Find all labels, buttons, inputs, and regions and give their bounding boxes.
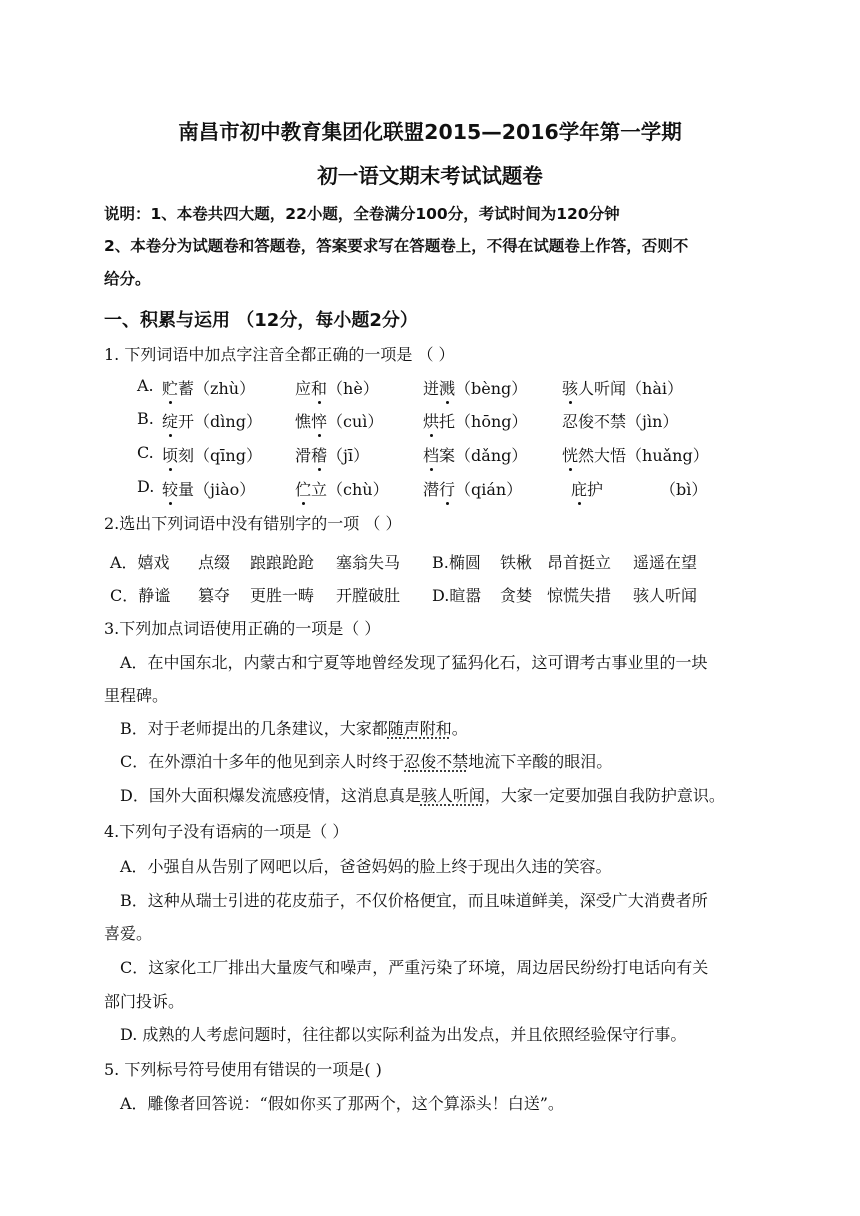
option-word: 惊慌失措 [547, 586, 612, 605]
word-text: 迸 [423, 379, 440, 398]
option-word: 更胜一畴 [250, 586, 315, 605]
question-4-option-d: D. 成熟的人考虑问题时，往往都以实际利益为出发点，并且依照经验保守行事。 [120, 1025, 687, 1044]
question-1-option-a [0, 376, 860, 398]
word-text: 憔 [295, 412, 312, 431]
pinyin-text: （jī） [327, 446, 370, 465]
dotted-char: 恍 [562, 443, 578, 466]
pinyin-text: （hōng） [455, 412, 528, 431]
word-text: 滑 [295, 446, 312, 465]
pinyin-text: （bì） [660, 480, 708, 499]
question-3-option-a-cont: 里程碑。 [104, 686, 169, 705]
dotted-char: 档 [423, 443, 439, 466]
question-4-option-c-cont: 部门投诉。 [104, 992, 185, 1011]
pinyin-text: （jiào） [194, 480, 256, 499]
pinyin-text: （qīng） [194, 446, 262, 465]
question-1-option-d [0, 477, 860, 499]
dotted-char: 烘 [423, 409, 439, 432]
question-2-stem: 2.选出下列词语中没有错别字的一项 （ ） [104, 514, 402, 533]
question-3-option-d [120, 783, 725, 806]
question-1-stem: 1. 下列词语中加点字注音全都正确的一项是 （ ） [104, 345, 455, 364]
pinyin-text: （bèng） [455, 379, 528, 398]
option-text: C．在外漂泊十多年的他见到亲人时终于 [120, 752, 405, 771]
option-word: 遥遥在望 [633, 553, 698, 572]
dotted-char: 顷 [162, 443, 178, 466]
word-text: 忍 [562, 412, 579, 431]
word-text: 刻 [178, 446, 195, 465]
option-text: 。 [451, 719, 468, 738]
option-word: A．嬉戏 [110, 553, 170, 572]
option-word: B.椭圆 [432, 553, 481, 572]
option-word: 贪婪 [500, 586, 533, 605]
dotted-phrase: 随声附和 [387, 719, 452, 738]
word-text: 立 [311, 480, 328, 499]
pinyin-text: （dǎng） [455, 446, 528, 465]
pinyin-text: （cuì） [327, 412, 384, 431]
dotted-phrase: 骇人听闻 [420, 786, 485, 805]
word-text: 潜 [423, 480, 440, 499]
question-4-option-a: A．小强自从告别了网吧以后，爸爸妈妈的脸上终于现出久违的笑容。 [120, 857, 612, 876]
dotted-char: 绽 [162, 409, 178, 432]
question-1-option-c [0, 443, 860, 465]
pinyin-text: （hài） [626, 379, 683, 398]
section-heading: 一、积累与运用 （12分，每小题2分） [104, 310, 418, 331]
pinyin-text: （qián） [455, 480, 523, 499]
pinyin-text: （zhù） [194, 379, 256, 398]
dotted-char: 庇 [571, 477, 587, 500]
option-label: C. [137, 443, 154, 462]
instructions-line-3: 给分。 [104, 270, 151, 288]
option-label: B. [137, 409, 154, 428]
question-3-option-c [120, 749, 612, 772]
option-word: 塞翁失马 [336, 553, 401, 572]
option-text: D．国外大面积爆发流感疫情，这消息真是 [120, 786, 421, 805]
question-3-stem: 3.下列加点词语使用正确的一项是（ ） [104, 619, 381, 638]
word-text: 护 [587, 480, 604, 499]
question-4-option-c: C．这家化工厂排出大量废气和噪声，严重污染了环境，周边居民纷纷打电话向有关 [120, 958, 709, 977]
option-word: 昂首挺立 [547, 553, 612, 572]
pinyin-text: （dìng） [194, 412, 262, 431]
instructions-line-1: 说明：1、本卷共四大题，22小题，全卷满分100分，考试时间为120分钟 [104, 205, 620, 223]
dotted-char: 贮 [162, 376, 178, 399]
word-text: 案 [439, 446, 456, 465]
word-text: 俊 [578, 412, 595, 431]
option-text: ，大家一定要加强自我防护意识。 [484, 786, 725, 805]
dotted-char: 较 [162, 477, 178, 500]
word-text: 蓄 [178, 379, 195, 398]
instructions-line-2: 2、本卷分为试题卷和答题卷，答案要求写在答题卷上，不得在试题卷上作答，否则不 [104, 237, 689, 255]
pinyin-text: （chù） [327, 480, 389, 499]
question-4-option-b-cont: 喜爱。 [104, 924, 153, 943]
option-word: 篡夺 [198, 586, 231, 605]
dotted-char: 伫 [295, 477, 311, 500]
word-text: 人听闻 [578, 379, 627, 398]
option-text: B．对于老师提出的几条建议，大家都 [120, 719, 388, 738]
pinyin-text: （hè） [327, 379, 379, 398]
question-5-stem: 5. 下列标号符号使用有错误的一项是( ) [104, 1060, 382, 1079]
option-word: 铁楸 [500, 553, 533, 572]
pinyin-text: 不禁（jìn） [594, 412, 679, 431]
option-label: A. [137, 376, 154, 395]
dotted-char: 溅 [439, 376, 455, 399]
question-1-option-b [0, 409, 860, 431]
dotted-char: 和 [311, 376, 327, 399]
option-label: D. [137, 477, 155, 496]
option-word: C．静谧 [110, 586, 171, 605]
document-title: 南昌市初中教育集团化联盟2015—2016学年第一学期 [178, 120, 682, 144]
question-4-stem: 4.下列句子没有语病的一项是（ ） [104, 822, 349, 841]
question-3-option-a: A．在中国东北，内蒙古和宁夏等地曾经发现了猛犸化石，这可谓考古事业里的一块 [120, 653, 708, 672]
question-4-option-b: B．这种从瑞士引进的花皮茄子，不仅价格便宜，而且味道鲜美，深受广大消费者所 [120, 891, 708, 910]
option-word: 骇人听闻 [633, 586, 698, 605]
option-word: 点缀 [198, 553, 231, 572]
option-word: 开膛破肚 [336, 586, 401, 605]
option-word: D.暄嚣 [432, 586, 482, 605]
word-text: 然大悟（huǎng） [578, 446, 709, 465]
question-2-line-1 [0, 550, 860, 572]
question-2-line-2 [0, 583, 860, 605]
dotted-char: 悴 [311, 409, 327, 432]
dotted-char: 稽 [311, 443, 327, 466]
word-text: 应 [295, 379, 312, 398]
question-3-option-b [120, 716, 468, 739]
word-text: 开 [178, 412, 195, 431]
dotted-char: 骇 [562, 376, 578, 399]
dotted-char: 行 [439, 477, 455, 500]
option-text: 地流下辛酸的眼泪。 [468, 752, 613, 771]
question-5-option-a: A．雕像者回答说：“假如你买了那两个，这个算添头！白送”。 [120, 1094, 564, 1113]
word-text: 量 [178, 480, 195, 499]
option-word: 踉踉跄跄 [250, 553, 315, 572]
dotted-phrase: 忍俊不禁 [404, 752, 469, 771]
document-subtitle: 初一语文期末考试试题卷 [317, 164, 543, 188]
word-text: 托 [439, 412, 456, 431]
